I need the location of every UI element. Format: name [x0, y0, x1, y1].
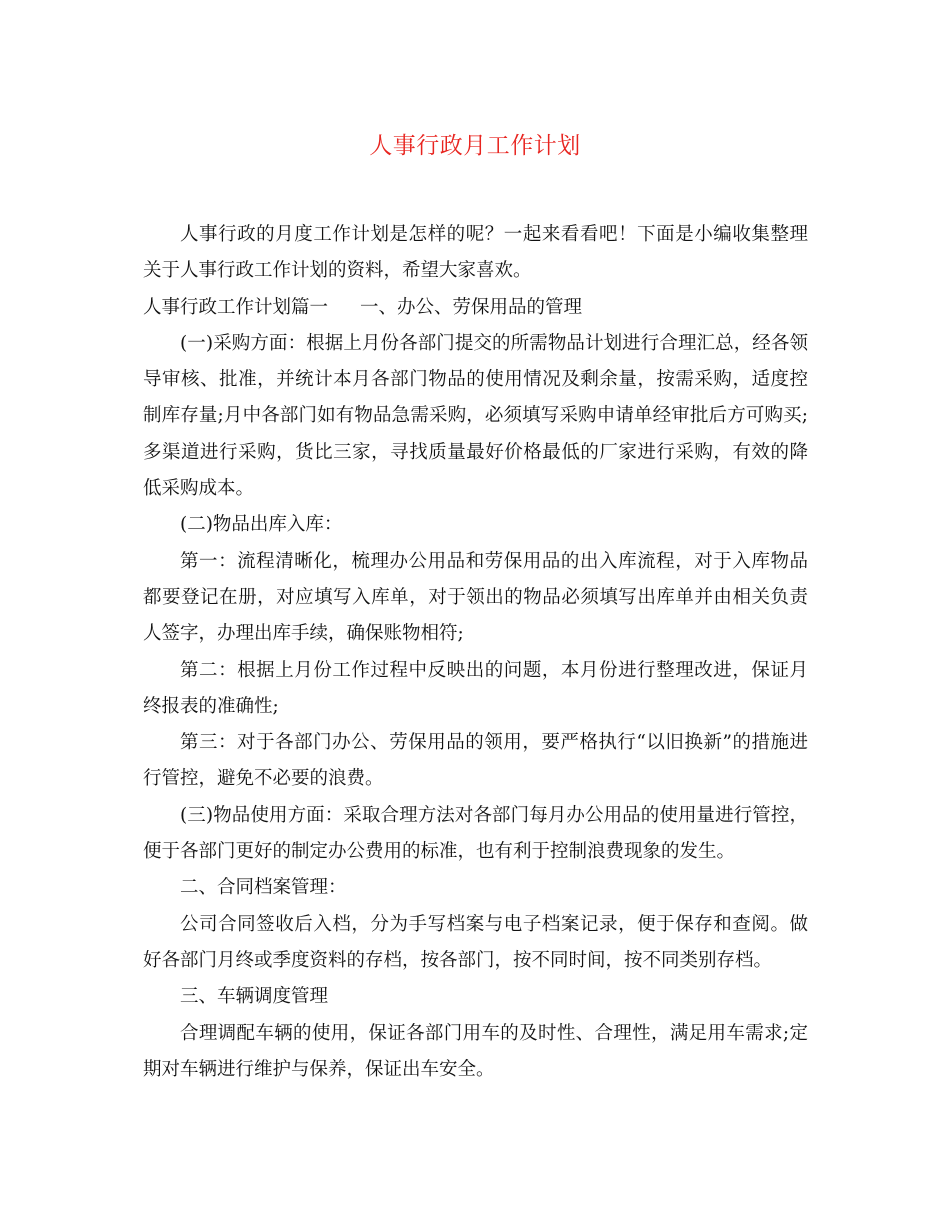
- usage-paragraph: (三)物品使用方面：采取合理方法对各部门每月办公用品的使用量进行管控，便于各部门更好的制定办公费用的标准，也有利于控制浪费现象的发生。: [143, 804, 808, 863]
- document-body: [143, 217, 808, 1088]
- contract-heading: 二、合同档案管理：: [180, 877, 347, 899]
- section-title: 人事行政工作计划篇一: [143, 296, 329, 318]
- purchase-paragraph: (一)采购方面：根据上月份各部门提交的所需物品计划进行合理汇总，经各领导审核、批准，并统计本月各部门物品的使用情况及剩余量，按需采购，适度控制库存量;月中各部门如有物品急需采购，必须填写采购申请单经审批后方可购买;多渠道进行采购，货比三家，寻找质量最好价格最低的厂家进行采购，有效的降低采购成本。: [143, 332, 808, 500]
- second-paragraph: 第二：根据上月份工作过程中反映出的问题，本月份进行整理改进，保证月终报表的准确性;: [143, 659, 808, 717]
- heading-office-supplies: 一、办公、劳保用品的管理: [360, 296, 583, 318]
- document-title: 人事行政月工作计划: [369, 133, 581, 159]
- inout-heading: (二)物品出库入库：: [180, 514, 343, 536]
- third-paragraph: 第三：对于各部门办公、劳保用品的领用，要严格执行“以旧换新”的措施进行管控，避免不必要的浪费。: [143, 732, 808, 790]
- contract-paragraph: 公司合同签收后入档，分为手写档案与电子档案记录，便于保存和查阅。做好各部门月终或季度资料的存档，按各部门，按不同时间，按不同类别存档。: [143, 913, 808, 971]
- intro-paragraph: 人事行政的月度工作计划是怎样的呢？一起来看看吧！下面是小编收集整理关于人事行政工作计划的资料，希望大家喜欢。: [143, 224, 808, 282]
- vehicle-paragraph: 合理调配车辆的使用，保证各部门用车的及时性、合理性，满足用车需求;定期对车辆进行维护与保养，保证出车安全。: [143, 1022, 808, 1080]
- section-heading-line: [143, 290, 808, 326]
- vehicle-heading: 三、车辆调度管理: [180, 986, 329, 1008]
- first-paragraph: 第一：流程清晰化，梳理办公用品和劳保用品的出入库流程，对于入库物品都要登记在册，对应填写入库单，对于领出的物品必须填写出库单并由相关负责人签字，办理出库手续，确保账物相符;: [143, 550, 808, 645]
